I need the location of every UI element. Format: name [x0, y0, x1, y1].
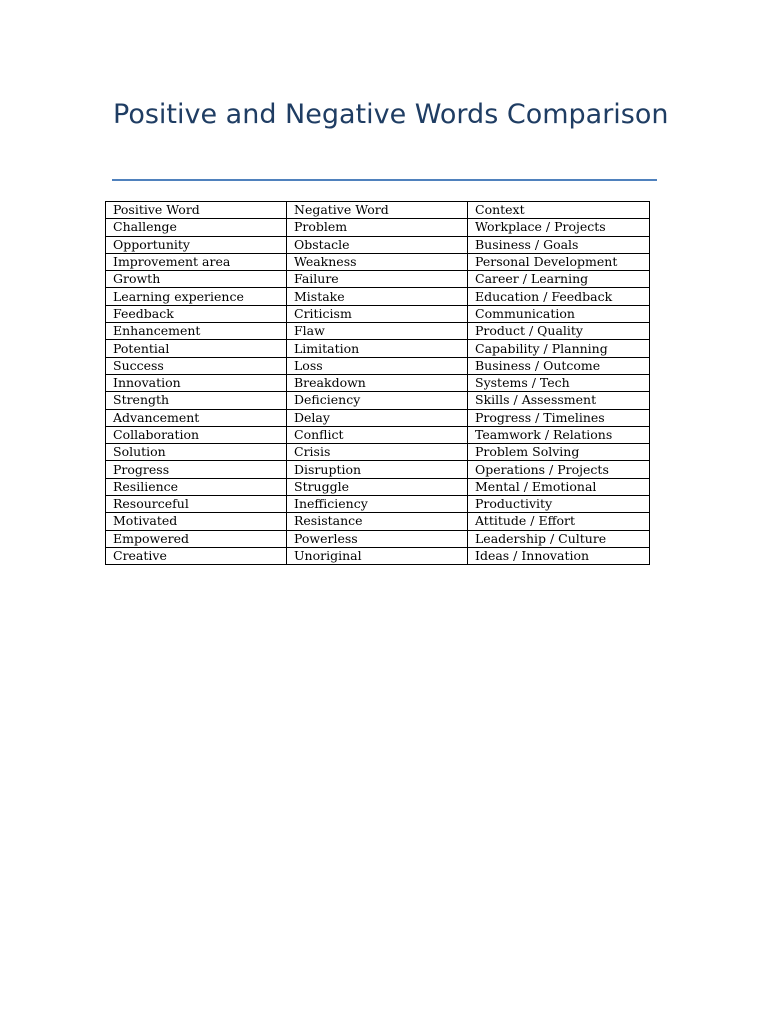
- cell-negative-word: Flaw: [287, 323, 468, 340]
- cell-positive-word: Creative: [106, 547, 287, 564]
- table-row: [106, 340, 650, 357]
- word-comparison-table: [105, 201, 650, 565]
- cell-context: Communication: [468, 305, 650, 322]
- cell-positive-word: Success: [106, 357, 287, 374]
- cell-context: Mental / Emotional: [468, 478, 650, 495]
- cell-context: Leadership / Culture: [468, 530, 650, 547]
- cell-negative-word: Deficiency: [287, 392, 468, 409]
- cell-positive-word: Challenge: [106, 219, 287, 236]
- cell-context: Product / Quality: [468, 323, 650, 340]
- cell-context: Personal Development: [468, 253, 650, 270]
- table-row: [106, 426, 650, 443]
- cell-context: Attitude / Effort: [468, 513, 650, 530]
- cell-positive-word: Collaboration: [106, 426, 287, 443]
- cell-negative-word: Mistake: [287, 288, 468, 305]
- cell-positive-word: Enhancement: [106, 323, 287, 340]
- cell-positive-word: Resourceful: [106, 496, 287, 513]
- cell-positive-word: Innovation: [106, 374, 287, 391]
- cell-context: Problem Solving: [468, 444, 650, 461]
- table-row: [106, 236, 650, 253]
- page-title: Positive and Negative Words Comparison: [113, 99, 669, 130]
- cell-context: Business / Goals: [468, 236, 650, 253]
- table-row: [106, 253, 650, 270]
- cell-context: Career / Learning: [468, 271, 650, 288]
- cell-negative-word: Weakness: [287, 253, 468, 270]
- table-row: [106, 496, 650, 513]
- table-row: [106, 305, 650, 322]
- table-header-row: [106, 202, 650, 219]
- cell-negative-word: Breakdown: [287, 374, 468, 391]
- cell-context: Productivity: [468, 496, 650, 513]
- table-row: [106, 444, 650, 461]
- table-row: [106, 219, 650, 236]
- table-row: [106, 374, 650, 391]
- cell-negative-word: Loss: [287, 357, 468, 374]
- cell-positive-word: Potential: [106, 340, 287, 357]
- table-row: [106, 271, 650, 288]
- table-row: [106, 530, 650, 547]
- table-row: [106, 357, 650, 374]
- header-positive-word: Positive Word: [106, 202, 287, 219]
- table-body: [106, 202, 650, 565]
- table-row: [106, 288, 650, 305]
- cell-negative-word: Crisis: [287, 444, 468, 461]
- cell-context: Education / Feedback: [468, 288, 650, 305]
- table-row: [106, 547, 650, 564]
- cell-negative-word: Delay: [287, 409, 468, 426]
- cell-context: Business / Outcome: [468, 357, 650, 374]
- cell-context: Progress / Timelines: [468, 409, 650, 426]
- cell-negative-word: Limitation: [287, 340, 468, 357]
- cell-negative-word: Failure: [287, 271, 468, 288]
- cell-positive-word: Improvement area: [106, 253, 287, 270]
- header-negative-word: Negative Word: [287, 202, 468, 219]
- table-row: [106, 323, 650, 340]
- cell-positive-word: Strength: [106, 392, 287, 409]
- cell-negative-word: Inefficiency: [287, 496, 468, 513]
- cell-context: Operations / Projects: [468, 461, 650, 478]
- cell-context: Workplace / Projects: [468, 219, 650, 236]
- table-row: [106, 478, 650, 495]
- cell-negative-word: Resistance: [287, 513, 468, 530]
- title-divider: [112, 179, 657, 181]
- table-row: [106, 461, 650, 478]
- table-row: [106, 513, 650, 530]
- cell-positive-word: Learning experience: [106, 288, 287, 305]
- cell-positive-word: Motivated: [106, 513, 287, 530]
- cell-negative-word: Disruption: [287, 461, 468, 478]
- cell-positive-word: Growth: [106, 271, 287, 288]
- cell-negative-word: Problem: [287, 219, 468, 236]
- cell-positive-word: Opportunity: [106, 236, 287, 253]
- cell-positive-word: Solution: [106, 444, 287, 461]
- cell-positive-word: Empowered: [106, 530, 287, 547]
- table-row: [106, 392, 650, 409]
- cell-positive-word: Resilience: [106, 478, 287, 495]
- cell-negative-word: Struggle: [287, 478, 468, 495]
- cell-context: Capability / Planning: [468, 340, 650, 357]
- cell-context: Skills / Assessment: [468, 392, 650, 409]
- table-row: [106, 409, 650, 426]
- cell-positive-word: Progress: [106, 461, 287, 478]
- cell-negative-word: Unoriginal: [287, 547, 468, 564]
- cell-negative-word: Powerless: [287, 530, 468, 547]
- cell-negative-word: Obstacle: [287, 236, 468, 253]
- cell-context: Teamwork / Relations: [468, 426, 650, 443]
- header-context: Context: [468, 202, 650, 219]
- cell-context: Systems / Tech: [468, 374, 650, 391]
- cell-positive-word: Advancement: [106, 409, 287, 426]
- cell-context: Ideas / Innovation: [468, 547, 650, 564]
- cell-negative-word: Conflict: [287, 426, 468, 443]
- cell-positive-word: Feedback: [106, 305, 287, 322]
- cell-negative-word: Criticism: [287, 305, 468, 322]
